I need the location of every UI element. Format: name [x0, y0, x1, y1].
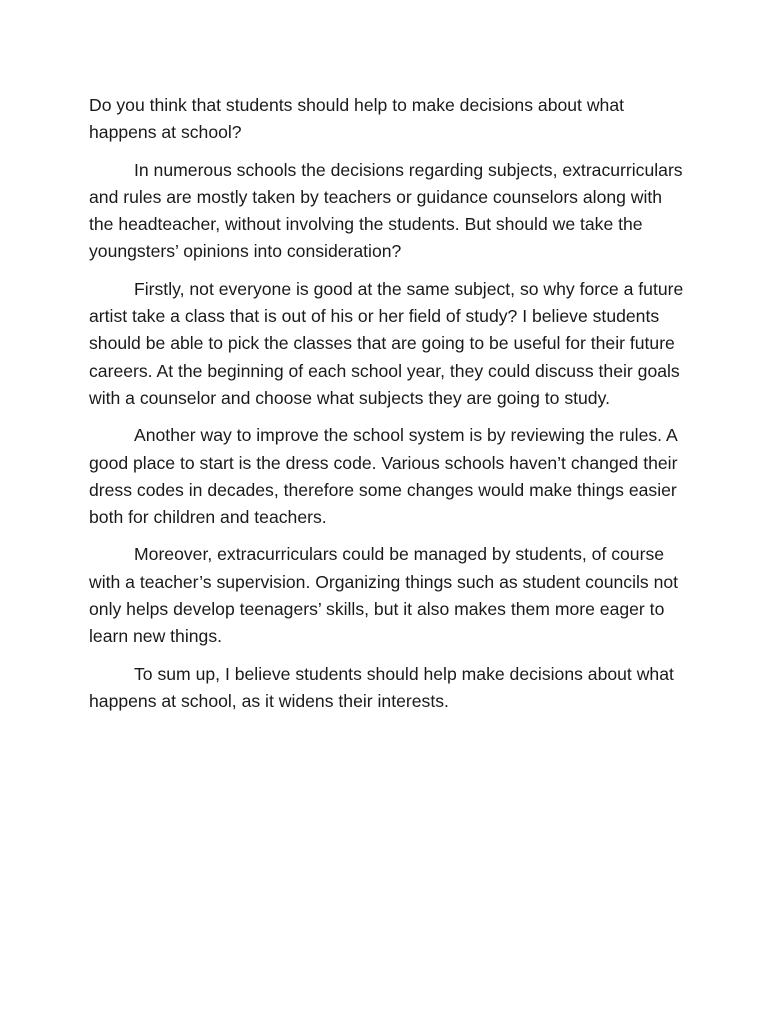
paragraph-introduction: In numerous schools the decisions regarding subjects, extracurriculars and rules are mostly taken by teachers or guidance counselors along with the headteacher, without involving the students. But should we take the youngsters’ opinions into consideration?	[89, 159, 683, 262]
paragraph-extracurriculars: Moreover, extracurriculars could be managed by students, of course with a teacher’s supervision. Organizing things such as student councils not only helps develop teenagers’ skills, but it also makes them more eager to learn new things.	[89, 544, 679, 647]
paragraph-rules: Another way to improve the school system is by reviewing the rules. A good place to start is the dress code. Various schools haven’t changed their dress codes in decades, therefore some changes would make things easier both for children and teachers.	[89, 425, 678, 528]
document-body	[89, 92, 689, 725]
paragraph-subjects: Firstly, not everyone is good at the same subject, so why force a future artist take a class that is out of his or her field of study? I believe students should be able to pick the classes that are going to be useful for their future careers. At the beginning of each school year, they could discuss their goals with a counselor and choose what subjects they are going to study.	[89, 278, 684, 408]
paragraph-conclusion: To sum up, I believe students should help make decisions about what happens at school, as it widens their interests.	[89, 663, 674, 711]
essay-question: Do you think that students should help to make decisions about what happens at school?	[89, 95, 624, 143]
